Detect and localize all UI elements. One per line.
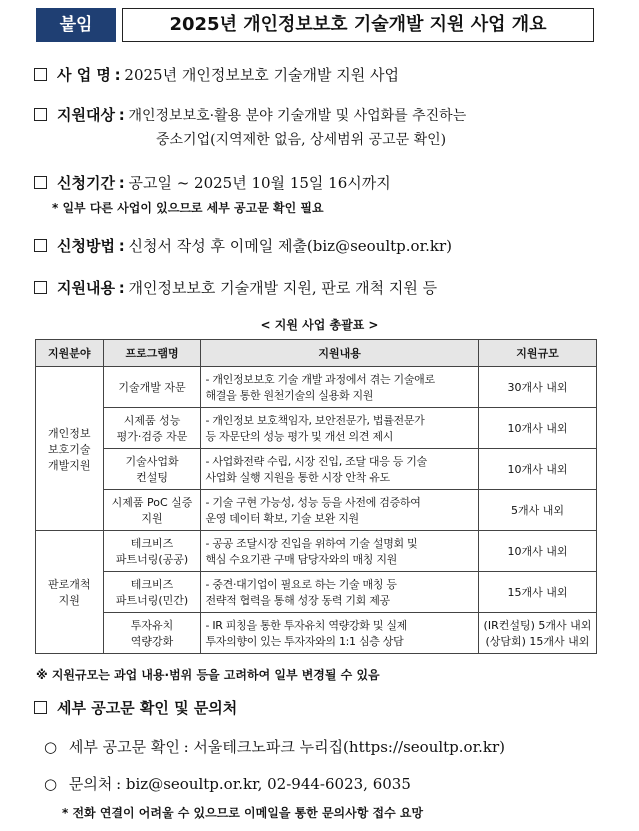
column-header: 프로그램명 [103, 340, 201, 367]
program-name-cell: 투자유치 역량강화 [103, 613, 201, 654]
period-note: * 일부 다른 사업이 있으므로 세부 공고문 확인 필요 [52, 201, 324, 215]
support-content-cell: - 사업화전략 수립, 시장 진입, 조달 대응 등 기술 사업화 실행 지원을 통한 시장 안착 유도 [201, 449, 478, 490]
table-row [36, 613, 597, 654]
support-content-cell: - 개인정보보호 기술 개발 과정에서 겪는 기술애로 해결을 통한 원천기술의 실용화 지원 [201, 367, 478, 408]
support-scale-cell: 10개사 내외 [478, 408, 596, 449]
program-name-cell: 테크비즈 파트너링(민간) [103, 572, 201, 613]
support-category-cell: 개인정보 보호기술 개발지원 [36, 367, 104, 531]
support-scale-cell: 15개사 내외 [478, 572, 596, 613]
support-content-cell: - 공공 조달시장 진입을 위하여 기술 설명회 및 핵심 수요기관 구매 담당자와의 매칭 지원 [201, 531, 478, 572]
program-name-cell: 기술개발 자문 [103, 367, 201, 408]
notice-line: ○ 세부 공고문 확인 : 서울테크노파크 누리집(https://seoultp.or.kr) [44, 738, 505, 756]
document-title: 2025년 개인정보보호 기술개발 지원 사업 개요 [122, 8, 594, 42]
empty-square-icon [34, 176, 47, 189]
contact-note: * 전화 연결이 어려울 수 있으므로 이메일을 통한 문의사항 접수 요망 [62, 806, 424, 820]
contact-section-title: 세부 공고문 확인 및 문의처 [34, 697, 237, 718]
support-scale-cell: 10개사 내외 [478, 531, 596, 572]
program-name-cell: 시제품 성능 평가·검증 자문 [103, 408, 201, 449]
table-footnote: ※ 지원규모는 과업 내용·범위 등을 고려하여 일부 변경될 수 있음 [36, 668, 380, 682]
item-target: 지원대상 : 개인정보보호·활용 분야 기술개발 및 사업화를 추진하는 [34, 104, 466, 125]
table-caption: < 지원 사업 총괄표 > [260, 318, 379, 332]
empty-square-icon [34, 239, 47, 252]
table-row [36, 572, 597, 613]
inquiry-line: ○ 문의처 : biz@seoultp.or.kr, 02-944-6023, 6035 [44, 775, 411, 793]
table-row [36, 408, 597, 449]
column-header: 지원내용 [201, 340, 478, 367]
document-header [36, 8, 594, 42]
table-row [36, 449, 597, 490]
support-content-cell: - IR 피칭을 통한 투자유치 역량강화 및 실제 투자의향이 있는 투자자와의 1:1 심층 상담 [201, 613, 478, 654]
support-category-cell: 판로개척 지원 [36, 531, 104, 654]
support-content-cell: - 중견·대기업이 필요로 하는 기술 매칭 등 전략적 협력을 통해 성장 동력 기회 제공 [201, 572, 478, 613]
table-row [36, 367, 597, 408]
empty-square-icon [34, 68, 47, 81]
item-content: 지원내용 : 개인정보보호 기술개발 지원, 판로 개척 지원 등 [34, 277, 437, 298]
column-header: 지원분야 [36, 340, 104, 367]
table-header-row [36, 340, 597, 367]
support-scale-cell: 5개사 내외 [478, 490, 596, 531]
table-row [36, 531, 597, 572]
attachment-badge: 붙임 [36, 8, 116, 42]
program-name-cell: 기술사업화 컨설팅 [103, 449, 201, 490]
table-row [36, 490, 597, 531]
empty-square-icon [34, 701, 47, 714]
empty-square-icon [34, 108, 47, 121]
item-method: 신청방법 : 신청서 작성 후 이메일 제출(biz@seoultp.or.kr) [34, 235, 452, 256]
item-project: 사 업 명 : 2025년 개인정보보호 기술개발 지원 사업 [34, 64, 399, 85]
item-period: 신청기간 : 공고일 ~ 2025년 10월 15일 16시까지 [34, 172, 391, 193]
support-content-cell: - 기술 구현 가능성, 성능 등을 사전에 검증하여 운영 데이터 확보, 기술 보완 지원 [201, 490, 478, 531]
hollow-circle-icon: ○ [44, 738, 58, 756]
program-name-cell: 시제품 PoC 실증 지원 [103, 490, 201, 531]
empty-square-icon [34, 281, 47, 294]
item-target-line2: 중소기업(지역제한 없음, 상세범위 공고문 확인) [156, 132, 447, 148]
column-header: 지원규모 [478, 340, 596, 367]
program-name-cell: 테크비즈 파트너링(공공) [103, 531, 201, 572]
support-scale-cell: 30개사 내외 [478, 367, 596, 408]
support-content-cell: - 개인정보 보호책임자, 보안전문가, 법률전문가 등 자문단의 성능 평가 및 개선 의견 제시 [201, 408, 478, 449]
support-scale-cell: 10개사 내외 [478, 449, 596, 490]
hollow-circle-icon: ○ [44, 775, 58, 793]
support-summary-table [35, 339, 597, 654]
support-scale-cell: (IR컨설팅) 5개사 내외 (상담회) 15개사 내외 [478, 613, 596, 654]
